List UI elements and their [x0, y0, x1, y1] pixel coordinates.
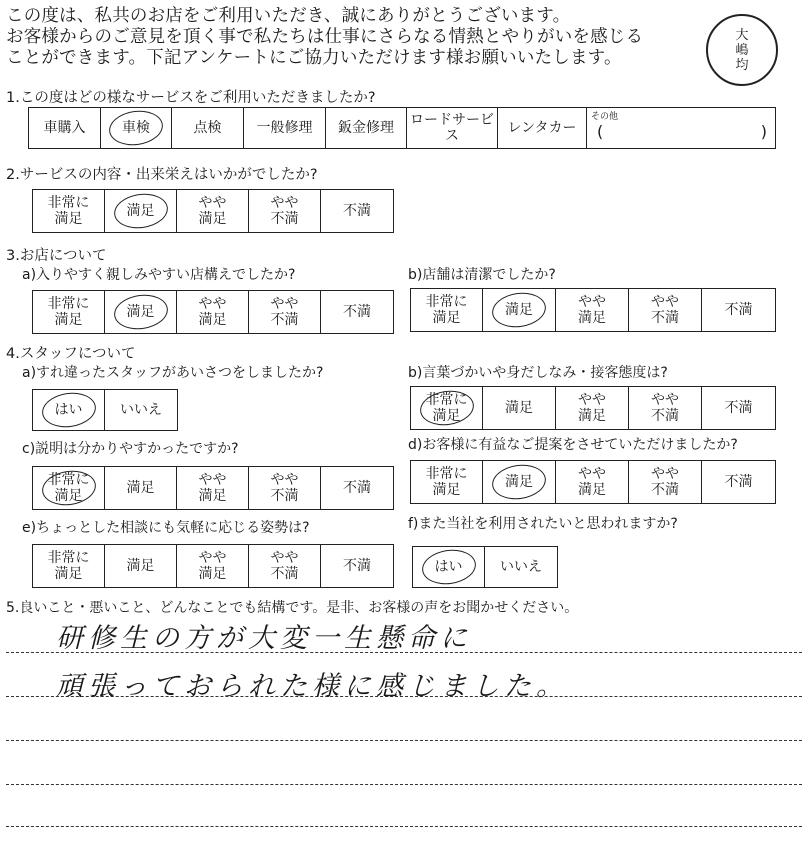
option-dissatisfied[interactable]: 不満 — [724, 302, 753, 318]
option-satisfied[interactable]: 満足 — [483, 289, 556, 331]
option-satisfied[interactable]: 満足 — [105, 291, 177, 333]
question-3a-title: a)入りやすく親しみやすい店構えでしたか? — [22, 267, 296, 283]
option-somewhat-satisfied[interactable]: やや 満足 — [177, 291, 249, 333]
option-satisfied[interactable]: 満足 — [105, 545, 177, 587]
comment-line — [6, 784, 802, 785]
option-very-satisfied[interactable]: 非常に 満足 — [411, 387, 483, 429]
question-1-options — [28, 107, 776, 149]
option-somewhat-dissatisfied[interactable]: やや 不満 — [249, 190, 321, 232]
question-5-title: 5.良いこと・悪いこと、どんなことでも結構です。是非、お客様の声をお聞かせください。 — [6, 600, 579, 616]
question-4e-options — [32, 544, 394, 588]
question-4e-title: e)ちょっとした相談にも気軽に応じる姿勢は? — [22, 520, 310, 536]
comment-line — [6, 826, 802, 827]
handwritten-comment-line: 頑張っておられた様に感じました。 — [56, 671, 568, 702]
option-somewhat-dissatisfied[interactable]: やや 不満 — [629, 387, 702, 429]
option-somewhat-dissatisfied[interactable]: やや 不満 — [249, 291, 321, 333]
option-somewhat-dissatisfied[interactable]: やや 不満 — [629, 289, 702, 331]
option-general-repair[interactable]: 一般修理 — [244, 108, 326, 148]
option-no[interactable]: いいえ — [120, 402, 162, 418]
option-somewhat-satisfied[interactable]: やや 満足 — [177, 467, 249, 509]
question-4f-options — [412, 546, 558, 588]
question-3a-options — [32, 290, 394, 334]
option-dissatisfied[interactable]: 不満 — [343, 480, 371, 496]
other-label: その他 — [591, 112, 619, 122]
question-4c-options — [32, 466, 394, 510]
option-very-satisfied[interactable]: 非常に 満足 — [33, 545, 105, 587]
option-no[interactable]: いいえ — [500, 559, 542, 575]
question-4a-title: a)すれ違ったスタッフがあいさつをしましたか? — [22, 365, 324, 381]
question-2-title: 2.サービスの内容・出来栄えはいかがでしたか? — [6, 167, 318, 183]
option-somewhat-dissatisfied[interactable]: やや 不満 — [249, 467, 321, 509]
question-3b-title: b)店舗は清潔でしたか? — [408, 267, 556, 283]
option-very-satisfied[interactable]: 非常に 満足 — [411, 461, 483, 503]
intro-text — [6, 6, 786, 69]
question-4d-options — [410, 460, 776, 504]
comment-line — [6, 740, 802, 741]
option-somewhat-satisfied[interactable]: やや 満足 — [177, 190, 249, 232]
option-satisfied[interactable]: 満足 — [483, 387, 556, 429]
option-satisfied[interactable]: 満足 — [105, 190, 177, 232]
question-4f-title: f)また当社を利用されたいと思われますか? — [408, 516, 678, 532]
option-somewhat-dissatisfied[interactable]: やや 不満 — [629, 461, 702, 503]
question-4c-title: c)説明は分かりやすかったですか? — [22, 441, 239, 457]
question-3-title: 3.お店について — [6, 248, 107, 264]
option-yes[interactable]: はい — [413, 547, 485, 587]
question-2-options — [32, 189, 394, 233]
option-very-satisfied[interactable]: 非常に 満足 — [411, 289, 483, 331]
question-1-title: 1.この度はどの様なサービスをご利用いただきましたか? — [6, 90, 376, 106]
handwritten-comment-line: 研修生の方が大変一生懸命に — [56, 623, 472, 654]
option-satisfied[interactable]: 満足 — [105, 467, 177, 509]
option-somewhat-satisfied[interactable]: やや 満足 — [556, 387, 629, 429]
option-rental-car[interactable]: レンタカー — [498, 108, 587, 148]
option-dissatisfied[interactable]: 不満 — [724, 400, 753, 416]
option-somewhat-satisfied[interactable]: やや 満足 — [556, 461, 629, 503]
question-3b-options — [410, 288, 776, 332]
option-car-purchase[interactable]: 車購入 — [29, 108, 101, 148]
option-very-satisfied[interactable]: 非常に 満足 — [33, 467, 105, 509]
intro-line: お客様からのご意見を頂く事で私たちは仕事にさらなる情熱とやりがいを感じる — [6, 27, 644, 47]
name-seal-stamp — [706, 14, 778, 86]
option-sheet-metal-repair[interactable]: 鈑金修理 — [326, 108, 407, 148]
option-shaken-inspection[interactable]: 車検 — [101, 108, 172, 148]
option-yes[interactable]: はい — [33, 390, 105, 430]
option-somewhat-satisfied[interactable]: やや 満足 — [177, 545, 249, 587]
option-road-service[interactable]: ロードサービス — [407, 108, 498, 148]
option-somewhat-dissatisfied[interactable]: やや 不満 — [249, 545, 321, 587]
stamp-char: 大 — [735, 27, 749, 43]
question-4b-title: b)言葉づかいや身だしなみ・接客態度は? — [408, 365, 668, 381]
stamp-char: 均 — [735, 57, 749, 73]
option-other-field[interactable]: その他 ( ) — [587, 108, 775, 148]
option-satisfied[interactable]: 満足 — [483, 461, 556, 503]
option-dissatisfied[interactable]: 不満 — [343, 304, 371, 320]
question-4d-title: d)お客様に有益なご提案をさせていただけましたか? — [408, 437, 738, 453]
question-4-title: 4.スタッフについて — [6, 346, 136, 362]
option-dissatisfied[interactable]: 不満 — [343, 203, 371, 219]
question-4a-options — [32, 389, 178, 431]
option-check[interactable]: 点検 — [172, 108, 244, 148]
stamp-char: 嶋 — [735, 42, 749, 58]
option-dissatisfied[interactable]: 不満 — [343, 558, 371, 574]
intro-line: ことができます。下記アンケートにご協力いただけます様お願いいたします。 — [6, 48, 622, 68]
question-4b-options — [410, 386, 776, 430]
option-very-satisfied[interactable]: 非常に 満足 — [33, 291, 105, 333]
option-somewhat-satisfied[interactable]: やや 満足 — [556, 289, 629, 331]
option-very-satisfied[interactable]: 非常に 満足 — [33, 190, 105, 232]
option-dissatisfied[interactable]: 不満 — [724, 474, 753, 490]
intro-line: この度は、私共のお店をご利用いただき、誠にありがとうございます。 — [6, 6, 571, 26]
